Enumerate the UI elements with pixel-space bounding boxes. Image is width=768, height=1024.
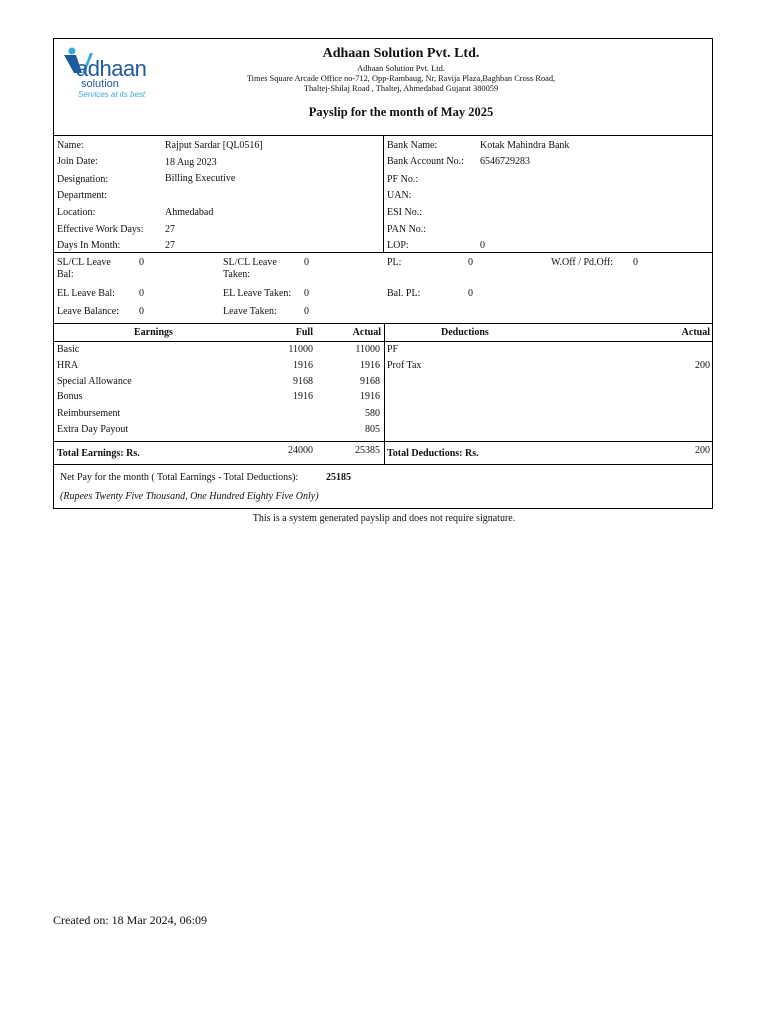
deduction-actual: 200 [695, 360, 710, 371]
pl-label: PL: [387, 257, 402, 268]
work-days: 27 [165, 224, 175, 235]
earning-label: HRA [57, 360, 79, 371]
uan-label: UAN: [387, 190, 412, 201]
bank-name-label: Bank Name: [387, 140, 438, 151]
total-earnings-label: Total Earnings: Rs. [57, 448, 140, 459]
slcl-leave-taken-label-2: Taken: [223, 269, 251, 280]
el-leave-bal-label: EL Leave Bal: [57, 288, 115, 299]
net-pay-words: (Rupees Twenty Five Thousand, One Hundred Eighty Five Only) [60, 491, 319, 502]
deduction-label: Prof Tax [387, 360, 422, 371]
company-address-line1: Times Square Arcade Office no-712, Opp-Rambaug, Nr, Ravija Plaza,Baghban Cross Road, [246, 74, 556, 83]
net-pay-value: 25185 [326, 472, 351, 483]
days-in-month-label: Days In Month: [57, 240, 121, 251]
lop-value: 0 [480, 240, 485, 251]
slcl-leave-bal-label-2: Bal: [57, 269, 74, 280]
slcl-leave-taken-label: SL/CL Leave [223, 257, 277, 268]
earning-full: 1916 [293, 391, 313, 402]
leave-taken-label: Leave Taken: [223, 306, 277, 317]
bal-pl-label: Bal. PL: [387, 288, 421, 299]
earning-actual: 9168 [360, 376, 380, 387]
divider [54, 441, 712, 442]
total-deductions-label: Total Deductions: Rs. [387, 448, 479, 459]
divider [54, 252, 712, 253]
leave-taken: 0 [304, 306, 309, 317]
bank-account-label: Bank Account No.: [387, 156, 464, 167]
divider [54, 323, 712, 324]
slcl-leave-bal: 0 [139, 257, 144, 268]
divider [54, 341, 712, 342]
total-deductions: 200 [695, 445, 710, 456]
bal-pl-value: 0 [468, 288, 473, 299]
designation-label: Designation: [57, 174, 109, 185]
pf-no-label: PF No.: [387, 174, 419, 185]
logo-wordmark: adhaan [76, 56, 147, 81]
woff-value: 0 [633, 257, 638, 268]
payslip-title: Payslip for the month of May 2025 [308, 105, 494, 119]
net-pay-label: Net Pay for the month ( Total Earnings - Total Deductions): [60, 472, 299, 483]
earning-label: Reimbursement [57, 408, 121, 419]
join-date-label: Join Date: [57, 156, 98, 167]
el-leave-taken-label: EL Leave Taken: [223, 288, 292, 299]
name-label: Name: [57, 140, 84, 151]
deductions-actual-header: Actual [681, 327, 710, 338]
bank-name: Kotak Mahindra Bank [480, 140, 570, 151]
woff-label: W.Off / Pd.Off: [551, 257, 614, 268]
divider [384, 323, 385, 464]
created-on: Created on: 18 Mar 2024, 06:09 [53, 913, 207, 927]
join-date: 18 Aug 2023 [165, 157, 217, 168]
earning-full: 11000 [288, 344, 313, 355]
total-earnings-actual: 25385 [355, 445, 380, 456]
designation: Billing Executive [165, 173, 236, 184]
earning-label: Extra Day Payout [57, 424, 129, 435]
earning-full: 1916 [293, 360, 313, 371]
company-name-small: Adhaan Solution Pvt. Ltd. [357, 64, 445, 73]
system-generated-note: This is a system generated payslip and does not require signature. [252, 513, 516, 524]
slcl-leave-taken: 0 [304, 257, 309, 268]
logo-tagline: Services at its best [78, 90, 146, 99]
earnings-full-header: Full [295, 327, 313, 338]
el-leave-taken: 0 [304, 288, 309, 299]
pl-value: 0 [468, 257, 473, 268]
employee-name: Rajput Sardar [QL0516] [165, 140, 263, 151]
earning-label: Basic [57, 344, 80, 355]
slcl-leave-bal-label: SL/CL Leave [57, 257, 111, 268]
pan-no-label: PAN No.: [387, 224, 427, 235]
deduction-label: PF [387, 344, 399, 355]
earning-full: 9168 [293, 376, 313, 387]
deductions-header: Deductions [441, 327, 489, 338]
divider [383, 135, 384, 252]
el-leave-bal: 0 [139, 288, 144, 299]
department-label: Department: [57, 190, 107, 201]
work-days-label: Effective Work Days: [57, 224, 144, 235]
company-name: Adhaan Solution Pvt. Ltd. [322, 46, 480, 61]
earning-actual: 11000 [355, 344, 380, 355]
esi-no-label: ESI No.: [387, 207, 422, 218]
location: Ahmedabad [165, 207, 214, 218]
earning-actual: 580 [365, 408, 380, 419]
earnings-header: Earnings [134, 327, 173, 338]
company-address-line2: Thaltej-Shilaj Road , Thaltej, Ahmedabad Gujarat 380059 [303, 84, 499, 93]
payslip [53, 38, 713, 509]
location-label: Location: [57, 207, 96, 218]
earning-actual: 1916 [360, 391, 380, 402]
earning-label: Bonus [57, 391, 83, 402]
earnings-actual-header: Actual [352, 327, 381, 338]
days-in-month: 27 [165, 240, 175, 251]
logo-sub: solution [81, 78, 119, 90]
earning-actual: 1916 [360, 360, 380, 371]
total-earnings-full: 24000 [288, 445, 313, 456]
leave-balance-label: Leave Balance: [57, 306, 119, 317]
bank-account: 6546729283 [480, 156, 530, 167]
divider [54, 464, 712, 465]
lop-label: LOP: [387, 240, 409, 251]
earning-actual: 805 [365, 424, 380, 435]
leave-balance: 0 [139, 306, 144, 317]
earning-label: Special Allowance [57, 376, 132, 387]
